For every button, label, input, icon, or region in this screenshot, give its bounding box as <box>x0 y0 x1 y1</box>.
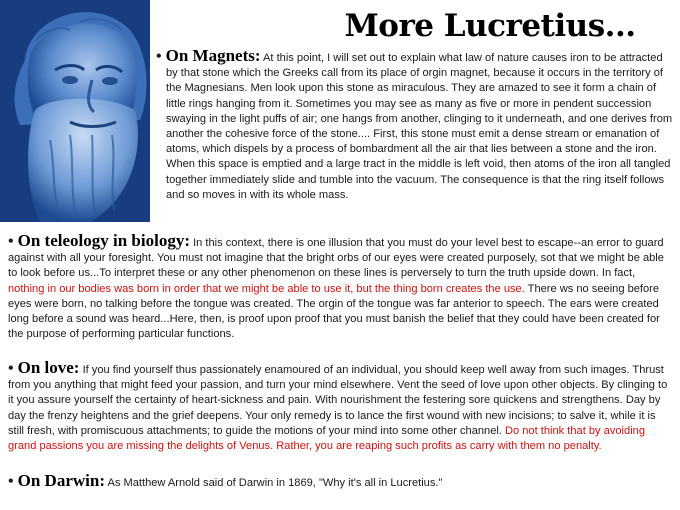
page-title: More Lucretius... <box>344 8 636 44</box>
teleology-heading: On teleology in biology: <box>17 231 190 250</box>
section-love <box>8 360 674 454</box>
bullet-icon: • <box>8 360 14 377</box>
teleology-body-end: There ws no seeing before eyes were born, no talking before the tongue was created. The orgin of the tongue was far anterior to speech. The ears were created long before a sound was heard...Here, then, is proof upon proof that you must banish the belief that they could have been created for the purpose of performing particular functions. <box>8 282 660 341</box>
bullet-icon: • <box>8 473 14 490</box>
bullet-icon: • <box>8 233 14 250</box>
teleology-highlight: nothing in our bodies was born in order that we might be able to use it, but the thing born creates the use. <box>8 282 525 295</box>
darwin-body: As Matthew Arnold said of Darwin in 1869, "Why it's all in Lucretius." <box>107 477 443 489</box>
magnets-heading: On Magnets: <box>165 46 261 65</box>
darwin-heading: On Darwin: <box>17 471 105 490</box>
love-highlight: Do not think that by avoiding grand passions you are missing the delights of Venus. Rather, you are reaping such profits as carry with them no penalty. <box>8 424 645 453</box>
section-teleology <box>8 233 674 342</box>
love-body: If you find yourself thus passionately enamoured of an individual, you should keep well away from such images. Thrust from you anything that might feed your passion, and turn your mind elsewhere. Vent the seed of love upon other objects. By clinging to it you assure yourself the certainty of heart-sickness and pain. With nourishment the festering sore quickens and strengthens. Day by day the frenzy heightens and the grief deepens. Your only remedy is to lance the first wound with new incisions; to salve it, while it is still fresh, with promiscuous attachments; to guide the motions of your mind into some other channel. <box>8 364 668 437</box>
section-darwin <box>8 473 674 491</box>
bullet-icon: • <box>156 48 162 65</box>
teleology-body: In this context, there is one illusion that you must do your level best to escape--an error to guard against with all your foresight. You must not imagine that the bright orbs of our eyes were created purposely, sot that we might be able to look before us...To interpret these or any other phenomenon on these lines is perversely to turn the truth upside down. In fact, <box>8 237 664 280</box>
magnets-paragraph <box>156 48 674 203</box>
teleology-paragraph <box>8 233 674 342</box>
love-heading: On love: <box>17 358 80 377</box>
lucretius-bust-icon <box>0 0 150 222</box>
portrait-image <box>0 0 150 222</box>
darwin-paragraph <box>8 473 674 491</box>
magnets-body: At this point, I will set out to explain what law of nature causes iron to be attracted by that stone which the Greeks call from its place of orgin magnet, because it occurs in the territory of the Magnesians. Men look upon this stone as miraculous. They are amazed to see it form a chain of little rings hanging from it. Sometimes you may see as many as five or more in pendent succession swaying in the light puffs of air; one hangs from another, clinging to it underneath, and one derives from another the cohesive force of the stone.... First, this stone must emit a dense stream or emanation of atoms, which dispels by a process of bombardment all the air that lies between a stone and the iron. When this space is emptied and a large tract in the middle is left void, then atoms of the iron all tangled together immediately slide and tumble into the vacuum. The consequence is that the ring itself follows and so moves in with its whole mass. <box>166 52 673 201</box>
section-magnets <box>156 48 674 203</box>
love-paragraph <box>8 360 674 454</box>
